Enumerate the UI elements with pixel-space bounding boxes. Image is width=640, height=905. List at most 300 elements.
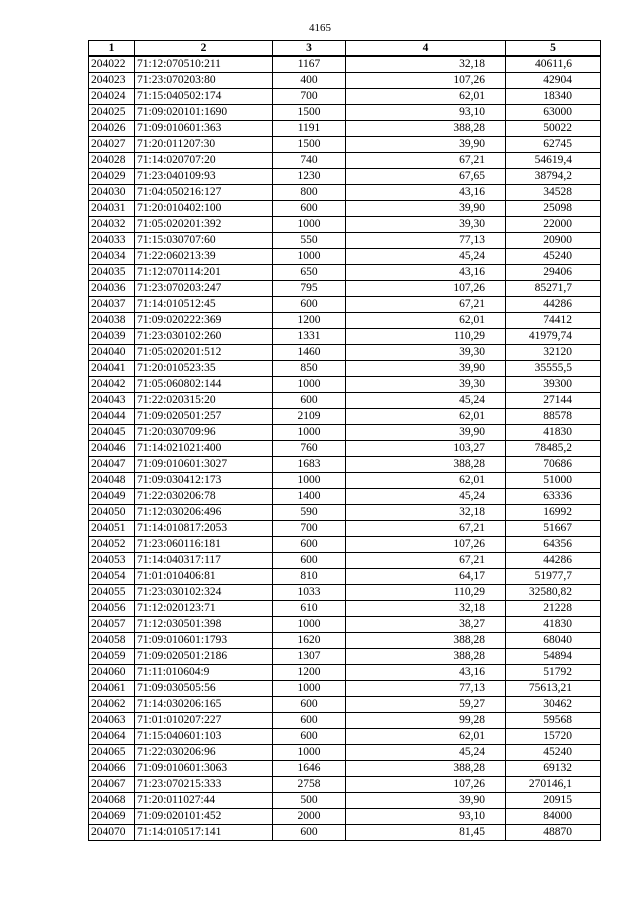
value-cell: 50022 <box>506 121 601 137</box>
row-id-cell: 204040 <box>89 345 135 361</box>
row-id-cell: 204048 <box>89 473 135 489</box>
area-cell: 1000 <box>273 617 346 633</box>
area-cell: 400 <box>273 73 346 89</box>
rate-cell: 39,90 <box>346 425 506 441</box>
cadastral-number-cell: 71:12:030501:398 <box>135 617 273 633</box>
table-row <box>89 649 601 665</box>
cadastral-number-cell: 71:23:070203:247 <box>135 281 273 297</box>
rate-cell: 39,90 <box>346 137 506 153</box>
rate-cell: 107,26 <box>346 777 506 793</box>
rate-cell: 93,10 <box>346 105 506 121</box>
cadastral-number-cell: 71:09:010601:1793 <box>135 633 273 649</box>
row-id-cell: 204065 <box>89 745 135 761</box>
row-id-cell: 204053 <box>89 553 135 569</box>
table-body <box>89 56 601 841</box>
row-id-cell: 204043 <box>89 393 135 409</box>
value-cell: 25098 <box>506 201 601 217</box>
rate-cell: 45,24 <box>346 489 506 505</box>
cadastral-number-cell: 71:22:030206:96 <box>135 745 273 761</box>
value-cell: 64356 <box>506 537 601 553</box>
cadastral-number-cell: 71:12:030206:496 <box>135 505 273 521</box>
area-cell: 600 <box>273 825 346 841</box>
rate-cell: 43,16 <box>346 185 506 201</box>
table-row <box>89 56 601 73</box>
row-id-cell: 204032 <box>89 217 135 233</box>
area-cell: 2109 <box>273 409 346 425</box>
rate-cell: 67,21 <box>346 297 506 313</box>
rate-cell: 62,01 <box>346 729 506 745</box>
row-id-cell: 204068 <box>89 793 135 809</box>
table-row <box>89 89 601 105</box>
row-id-cell: 204046 <box>89 441 135 457</box>
cadastral-number-cell: 71:23:060116:181 <box>135 537 273 553</box>
cadastral-number-cell: 71:12:070510:211 <box>135 56 273 73</box>
area-cell: 1191 <box>273 121 346 137</box>
rate-cell: 388,28 <box>346 761 506 777</box>
table-row <box>89 825 601 841</box>
cadastral-number-cell: 71:23:040109:93 <box>135 169 273 185</box>
table-row <box>89 761 601 777</box>
rate-cell: 39,30 <box>346 345 506 361</box>
row-id-cell: 204044 <box>89 409 135 425</box>
cadastral-number-cell: 71:20:010402:100 <box>135 201 273 217</box>
rate-cell: 77,13 <box>346 681 506 697</box>
cadastral-number-cell: 71:09:020501:257 <box>135 409 273 425</box>
table-row <box>89 313 601 329</box>
rate-cell: 39,90 <box>346 201 506 217</box>
row-id-cell: 204050 <box>89 505 135 521</box>
table-row <box>89 617 601 633</box>
table-row <box>89 153 601 169</box>
cadastral-number-cell: 71:22:020315:20 <box>135 393 273 409</box>
rate-cell: 77,13 <box>346 233 506 249</box>
cadastral-number-cell: 71:23:070203:80 <box>135 73 273 89</box>
area-cell: 1000 <box>273 377 346 393</box>
table-row <box>89 537 601 553</box>
rate-cell: 388,28 <box>346 633 506 649</box>
rate-cell: 67,21 <box>346 153 506 169</box>
area-cell: 1000 <box>273 681 346 697</box>
area-cell: 800 <box>273 185 346 201</box>
row-id-cell: 204069 <box>89 809 135 825</box>
table-row <box>89 793 601 809</box>
row-id-cell: 204025 <box>89 105 135 121</box>
row-id-cell: 204026 <box>89 121 135 137</box>
cadastral-number-cell: 71:20:030709:96 <box>135 425 273 441</box>
row-id-cell: 204067 <box>89 777 135 793</box>
value-cell: 32580,82 <box>506 585 601 601</box>
area-cell: 2000 <box>273 809 346 825</box>
value-cell: 70686 <box>506 457 601 473</box>
area-cell: 1000 <box>273 473 346 489</box>
table-row <box>89 393 601 409</box>
value-cell: 54619,4 <box>506 153 601 169</box>
cadastral-number-cell: 71:20:010523:35 <box>135 361 273 377</box>
cadastral-number-cell: 71:09:020222:369 <box>135 313 273 329</box>
rate-cell: 110,29 <box>346 329 506 345</box>
row-id-cell: 204023 <box>89 73 135 89</box>
table-row <box>89 201 601 217</box>
value-cell: 41830 <box>506 617 601 633</box>
table-row <box>89 569 601 585</box>
area-cell: 810 <box>273 569 346 585</box>
rate-cell: 32,18 <box>346 601 506 617</box>
table-row <box>89 345 601 361</box>
table-row <box>89 745 601 761</box>
rate-cell: 45,24 <box>346 393 506 409</box>
area-cell: 1000 <box>273 249 346 265</box>
cadastral-number-cell: 71:14:010512:45 <box>135 297 273 313</box>
rate-cell: 67,21 <box>346 553 506 569</box>
area-cell: 600 <box>273 553 346 569</box>
cadastral-number-cell: 71:23:030102:260 <box>135 329 273 345</box>
table-row <box>89 105 601 121</box>
rate-cell: 67,65 <box>346 169 506 185</box>
value-cell: 69132 <box>506 761 601 777</box>
row-id-cell: 204058 <box>89 633 135 649</box>
table-row <box>89 521 601 537</box>
row-id-cell: 204034 <box>89 249 135 265</box>
table-row <box>89 489 601 505</box>
area-cell: 1167 <box>273 56 346 73</box>
table-row <box>89 633 601 649</box>
cadastral-number-cell: 71:09:010601:363 <box>135 121 273 137</box>
table-row <box>89 217 601 233</box>
table-row <box>89 441 601 457</box>
rate-cell: 62,01 <box>346 473 506 489</box>
value-cell: 16992 <box>506 505 601 521</box>
table-row <box>89 329 601 345</box>
area-cell: 600 <box>273 393 346 409</box>
cadastral-number-cell: 71:23:030102:324 <box>135 585 273 601</box>
rate-cell: 110,29 <box>346 585 506 601</box>
cadastral-number-cell: 71:23:070215:333 <box>135 777 273 793</box>
cadastral-number-cell: 71:09:030412:173 <box>135 473 273 489</box>
table-row <box>89 777 601 793</box>
rate-cell: 45,24 <box>346 745 506 761</box>
value-cell: 39300 <box>506 377 601 393</box>
value-cell: 62745 <box>506 137 601 153</box>
cadastral-number-cell: 71:09:010601:3063 <box>135 761 273 777</box>
area-cell: 600 <box>273 297 346 313</box>
cadastral-number-cell: 71:05:020201:512 <box>135 345 273 361</box>
table-row <box>89 585 601 601</box>
area-cell: 760 <box>273 441 346 457</box>
rate-cell: 388,28 <box>346 649 506 665</box>
cadastral-number-cell: 71:14:030206:165 <box>135 697 273 713</box>
value-cell: 74412 <box>506 313 601 329</box>
row-id-cell: 204042 <box>89 377 135 393</box>
cadastral-number-cell: 71:09:020501:2186 <box>135 649 273 665</box>
row-id-cell: 204031 <box>89 201 135 217</box>
value-cell: 88578 <box>506 409 601 425</box>
value-cell: 45240 <box>506 745 601 761</box>
area-cell: 1460 <box>273 345 346 361</box>
cadastral-number-cell: 71:09:020101:1690 <box>135 105 273 121</box>
row-id-cell: 204054 <box>89 569 135 585</box>
area-cell: 1000 <box>273 745 346 761</box>
row-id-cell: 204029 <box>89 169 135 185</box>
area-cell: 850 <box>273 361 346 377</box>
row-id-cell: 204028 <box>89 153 135 169</box>
table-row <box>89 137 601 153</box>
area-cell: 1230 <box>273 169 346 185</box>
value-cell: 42904 <box>506 73 601 89</box>
row-id-cell: 204063 <box>89 713 135 729</box>
cadastral-number-cell: 71:04:050216:127 <box>135 185 273 201</box>
area-cell: 1200 <box>273 665 346 681</box>
cadastral-number-cell: 71:01:010207:227 <box>135 713 273 729</box>
value-cell: 84000 <box>506 809 601 825</box>
cadastral-number-cell: 71:15:040601:103 <box>135 729 273 745</box>
rate-cell: 67,21 <box>346 521 506 537</box>
rate-cell: 107,26 <box>346 281 506 297</box>
table-row <box>89 409 601 425</box>
area-cell: 600 <box>273 697 346 713</box>
row-id-cell: 204041 <box>89 361 135 377</box>
row-id-cell: 204051 <box>89 521 135 537</box>
cadastral-number-cell: 71:14:021021:400 <box>135 441 273 457</box>
table-row <box>89 457 601 473</box>
row-id-cell: 204047 <box>89 457 135 473</box>
row-id-cell: 204060 <box>89 665 135 681</box>
row-id-cell: 204062 <box>89 697 135 713</box>
rate-cell: 32,18 <box>346 505 506 521</box>
cadastral-number-cell: 71:20:011207:30 <box>135 137 273 153</box>
area-cell: 1331 <box>273 329 346 345</box>
value-cell: 78485,2 <box>506 441 601 457</box>
table-row <box>89 121 601 137</box>
row-id-cell: 204039 <box>89 329 135 345</box>
area-cell: 1620 <box>273 633 346 649</box>
value-cell: 41979,74 <box>506 329 601 345</box>
table-row <box>89 473 601 489</box>
area-cell: 1307 <box>273 649 346 665</box>
area-cell: 600 <box>273 713 346 729</box>
row-id-cell: 204055 <box>89 585 135 601</box>
value-cell: 45240 <box>506 249 601 265</box>
table-row <box>89 729 601 745</box>
value-cell: 27144 <box>506 393 601 409</box>
row-id-cell: 204066 <box>89 761 135 777</box>
rate-cell: 62,01 <box>346 409 506 425</box>
value-cell: 40611,6 <box>506 56 601 73</box>
value-cell: 20900 <box>506 233 601 249</box>
table-row <box>89 169 601 185</box>
value-cell: 63000 <box>506 105 601 121</box>
area-cell: 610 <box>273 601 346 617</box>
rate-cell: 39,30 <box>346 377 506 393</box>
value-cell: 44286 <box>506 297 601 313</box>
cadastral-number-cell: 71:11:010604:9 <box>135 665 273 681</box>
value-cell: 68040 <box>506 633 601 649</box>
row-id-cell: 204056 <box>89 601 135 617</box>
rate-cell: 388,28 <box>346 121 506 137</box>
area-cell: 1683 <box>273 457 346 473</box>
rate-cell: 39,90 <box>346 793 506 809</box>
rate-cell: 62,01 <box>346 89 506 105</box>
table-row <box>89 553 601 569</box>
cadastral-number-cell: 71:15:040502:174 <box>135 89 273 105</box>
table-row <box>89 265 601 281</box>
cadastral-number-cell: 71:05:020201:392 <box>135 217 273 233</box>
data-table <box>88 40 601 841</box>
column-header-4: 4 <box>346 41 506 57</box>
area-cell: 650 <box>273 265 346 281</box>
value-cell: 48870 <box>506 825 601 841</box>
cadastral-number-cell: 71:15:030707:60 <box>135 233 273 249</box>
table-row <box>89 713 601 729</box>
cadastral-number-cell: 71:09:020101:452 <box>135 809 273 825</box>
area-cell: 550 <box>273 233 346 249</box>
area-cell: 1000 <box>273 217 346 233</box>
row-id-cell: 204045 <box>89 425 135 441</box>
table-row <box>89 665 601 681</box>
value-cell: 51000 <box>506 473 601 489</box>
value-cell: 35555,5 <box>506 361 601 377</box>
row-id-cell: 204038 <box>89 313 135 329</box>
table-row <box>89 361 601 377</box>
cadastral-number-cell: 71:12:070114:201 <box>135 265 273 281</box>
cadastral-number-cell: 71:09:030505:56 <box>135 681 273 697</box>
cadastral-number-cell: 71:20:011027:44 <box>135 793 273 809</box>
area-cell: 500 <box>273 793 346 809</box>
value-cell: 30462 <box>506 697 601 713</box>
value-cell: 29406 <box>506 265 601 281</box>
table-row <box>89 233 601 249</box>
column-header-3: 3 <box>273 41 346 57</box>
table-row <box>89 425 601 441</box>
row-id-cell: 204022 <box>89 56 135 73</box>
value-cell: 44286 <box>506 553 601 569</box>
area-cell: 1500 <box>273 137 346 153</box>
area-cell: 590 <box>273 505 346 521</box>
cadastral-number-cell: 71:22:060213:39 <box>135 249 273 265</box>
page-number: 4165 <box>309 22 331 34</box>
area-cell: 700 <box>273 89 346 105</box>
cadastral-number-cell: 71:14:020707:20 <box>135 153 273 169</box>
cadastral-number-cell: 71:14:010517:141 <box>135 825 273 841</box>
rate-cell: 38,27 <box>346 617 506 633</box>
rate-cell: 99,28 <box>346 713 506 729</box>
rate-cell: 93,10 <box>346 809 506 825</box>
table-row <box>89 601 601 617</box>
row-id-cell: 204052 <box>89 537 135 553</box>
area-cell: 600 <box>273 201 346 217</box>
row-id-cell: 204024 <box>89 89 135 105</box>
value-cell: 85271,7 <box>506 281 601 297</box>
table-row <box>89 809 601 825</box>
column-header-2: 2 <box>135 41 273 57</box>
cadastral-number-cell: 71:05:060802:144 <box>135 377 273 393</box>
row-id-cell: 204037 <box>89 297 135 313</box>
row-id-cell: 204064 <box>89 729 135 745</box>
area-cell: 1200 <box>273 313 346 329</box>
table-row <box>89 505 601 521</box>
rate-cell: 45,24 <box>346 249 506 265</box>
row-id-cell: 204061 <box>89 681 135 697</box>
cadastral-number-cell: 71:22:030206:78 <box>135 489 273 505</box>
area-cell: 700 <box>273 521 346 537</box>
rate-cell: 43,16 <box>346 265 506 281</box>
area-cell: 795 <box>273 281 346 297</box>
table-row <box>89 697 601 713</box>
value-cell: 63336 <box>506 489 601 505</box>
value-cell: 15720 <box>506 729 601 745</box>
row-id-cell: 204030 <box>89 185 135 201</box>
table-row <box>89 377 601 393</box>
area-cell: 600 <box>273 729 346 745</box>
row-id-cell: 204033 <box>89 233 135 249</box>
area-cell: 600 <box>273 537 346 553</box>
row-id-cell: 204027 <box>89 137 135 153</box>
rate-cell: 32,18 <box>346 56 506 73</box>
table-row <box>89 185 601 201</box>
cadastral-number-cell: 71:14:010817:2053 <box>135 521 273 537</box>
value-cell: 20915 <box>506 793 601 809</box>
row-id-cell: 204070 <box>89 825 135 841</box>
rate-cell: 107,26 <box>346 537 506 553</box>
cadastral-number-cell: 71:09:010601:3027 <box>135 457 273 473</box>
column-header-5: 5 <box>506 41 601 57</box>
rate-cell: 62,01 <box>346 313 506 329</box>
value-cell: 22000 <box>506 217 601 233</box>
rate-cell: 81,45 <box>346 825 506 841</box>
row-id-cell: 204035 <box>89 265 135 281</box>
area-cell: 2758 <box>273 777 346 793</box>
rate-cell: 39,30 <box>346 217 506 233</box>
column-header-1: 1 <box>89 41 135 57</box>
value-cell: 51977,7 <box>506 569 601 585</box>
table-row <box>89 297 601 313</box>
table-row <box>89 281 601 297</box>
cadastral-number-cell: 71:12:020123:71 <box>135 601 273 617</box>
area-cell: 1646 <box>273 761 346 777</box>
row-id-cell: 204049 <box>89 489 135 505</box>
value-cell: 34528 <box>506 185 601 201</box>
header-row <box>89 41 601 57</box>
value-cell: 270146,1 <box>506 777 601 793</box>
value-cell: 75613,21 <box>506 681 601 697</box>
rate-cell: 103,27 <box>346 441 506 457</box>
value-cell: 59568 <box>506 713 601 729</box>
value-cell: 21228 <box>506 601 601 617</box>
area-cell: 1000 <box>273 425 346 441</box>
cadastral-number-cell: 71:14:040317:117 <box>135 553 273 569</box>
value-cell: 32120 <box>506 345 601 361</box>
cadastral-number-cell: 71:01:010406:81 <box>135 569 273 585</box>
value-cell: 51667 <box>506 521 601 537</box>
rate-cell: 43,16 <box>346 665 506 681</box>
area-cell: 1400 <box>273 489 346 505</box>
rate-cell: 59,27 <box>346 697 506 713</box>
value-cell: 41830 <box>506 425 601 441</box>
table-row <box>89 249 601 265</box>
value-cell: 38794,2 <box>506 169 601 185</box>
row-id-cell: 204036 <box>89 281 135 297</box>
value-cell: 51792 <box>506 665 601 681</box>
rate-cell: 107,26 <box>346 73 506 89</box>
rate-cell: 64,17 <box>346 569 506 585</box>
area-cell: 1033 <box>273 585 346 601</box>
value-cell: 54894 <box>506 649 601 665</box>
row-id-cell: 204057 <box>89 617 135 633</box>
area-cell: 1500 <box>273 105 346 121</box>
value-cell: 18340 <box>506 89 601 105</box>
row-id-cell: 204059 <box>89 649 135 665</box>
table-row <box>89 73 601 89</box>
rate-cell: 388,28 <box>346 457 506 473</box>
